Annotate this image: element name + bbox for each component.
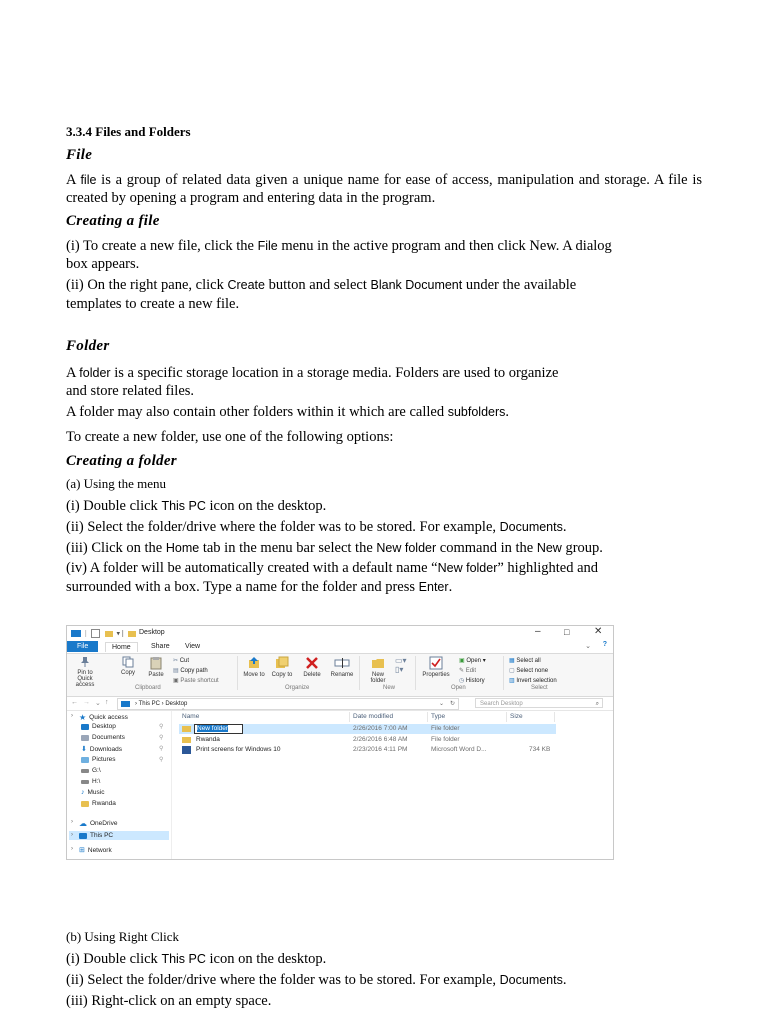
- scissors-icon: ✂: [173, 658, 179, 664]
- properties-check-icon: [429, 656, 443, 670]
- folder-icon: [182, 737, 191, 743]
- copy-to-button[interactable]: Copy to: [271, 656, 293, 678]
- folder-definition: A folder is a specific storage location in a storage media. Folders are used to organize: [66, 365, 559, 381]
- menu-step-1: (i) Double click This PC icon on the desktop.: [66, 498, 327, 514]
- move-to-button[interactable]: Move to: [243, 656, 265, 678]
- monitor-icon: [71, 630, 81, 637]
- help-icon[interactable]: ?: [602, 641, 607, 648]
- menu-step-4-cont: surrounded with a box. Type a name for the folder and press Enter.: [66, 579, 453, 595]
- table-row[interactable]: [179, 745, 556, 755]
- folder-icon: [128, 631, 136, 637]
- up-arrow-icon[interactable]: ↑: [105, 699, 109, 706]
- pin-icon[interactable]: ⚲: [159, 724, 164, 730]
- download-arrow-icon: ⬇: [81, 746, 87, 753]
- select-none-icon: ▢: [509, 668, 515, 674]
- drive-icon: [81, 769, 89, 773]
- cut-button[interactable]: ✂ Cut: [173, 658, 190, 664]
- copy-to-icon: [275, 656, 289, 670]
- column-header-size[interactable]: Size: [510, 713, 523, 720]
- nav-item-network[interactable]: ⊞ Network: [79, 846, 112, 854]
- rename-button[interactable]: Rename: [329, 656, 355, 678]
- new-item-icon[interactable]: ▭▾ ▯▾: [395, 656, 407, 674]
- navigation-pane: [67, 711, 171, 860]
- menu-step-2: (ii) Select the folder/drive where the folder was to be stored. For example, Documents.: [66, 519, 567, 535]
- open-group-actions: [459, 656, 486, 686]
- column-divider: [554, 712, 555, 722]
- file-date: 2/26/2016 7:00 AM: [353, 725, 408, 732]
- search-icon: ⌕: [595, 701, 599, 707]
- group-label-organize: Organize: [285, 685, 310, 691]
- nav-item-quick-access[interactable]: ★ Quick access: [79, 713, 128, 722]
- nav-item-rwanda[interactable]: Rwanda: [81, 800, 116, 807]
- file-name: Rwanda: [196, 736, 220, 743]
- select-all-button[interactable]: ▦ Select all: [509, 658, 541, 664]
- create-file-step-1: (i) To create a new file, click the File menu in the active program and then click New. A dialog: [66, 238, 612, 254]
- group-label-new: New: [383, 685, 396, 691]
- expand-chevron-icon[interactable]: ›: [71, 819, 73, 825]
- address-dropdown-icon[interactable]: ⌄: [438, 701, 444, 707]
- music-note-icon: ♪: [81, 789, 85, 796]
- column-header-date-modified[interactable]: Date modified: [353, 713, 394, 720]
- section-title: 3.3.4 Files and Folders: [66, 124, 191, 139]
- right-click-step-1: (i) Double click This PC icon on the desktop.: [66, 951, 327, 967]
- pin-icon: [79, 656, 91, 668]
- chevron-down-icon[interactable]: ⌄: [585, 643, 591, 650]
- group-label-select: Select: [531, 685, 548, 691]
- copy-button[interactable]: Copy: [118, 656, 138, 676]
- open-button[interactable]: ▣ Open ▾: [459, 658, 486, 664]
- copy-path-button[interactable]: ▤ Copy path: [173, 668, 208, 674]
- pane-divider: [171, 711, 172, 860]
- nav-item-documents[interactable]: Documents: [81, 734, 125, 741]
- file-explorer-screenshot: [66, 625, 614, 860]
- create-file-step-2-cont: templates to create a new file.: [66, 296, 240, 312]
- folder-definition-cont: and store related files.: [66, 383, 195, 399]
- menu-step-4: (iv) A folder will be automatically created with a default name “New folder” highlighted and: [66, 560, 599, 576]
- expand-chevron-icon[interactable]: ›: [71, 846, 73, 852]
- forward-arrow-icon[interactable]: →: [83, 699, 90, 706]
- nav-item-downloads[interactable]: ⬇ Downloads: [81, 745, 123, 753]
- word-document-icon: [182, 746, 191, 754]
- expand-chevron-icon[interactable]: ›: [71, 832, 73, 838]
- cloud-icon: ☁: [79, 819, 87, 828]
- create-file-step-1-cont: box appears.: [66, 256, 140, 272]
- search-input[interactable]: Search Desktop ⌕: [475, 698, 603, 708]
- minimize-button[interactable]: –: [535, 626, 541, 637]
- address-bar[interactable]: › This PC › Desktop ⌄ ↻: [117, 698, 459, 710]
- heading-file: File: [66, 147, 93, 163]
- delete-button[interactable]: Delete: [301, 656, 323, 678]
- file-type: Microsoft Word D...: [431, 746, 487, 753]
- group-label-open: Open: [451, 685, 466, 691]
- column-header-type[interactable]: Type: [431, 713, 446, 720]
- group-label-clipboard: Clipboard: [135, 685, 161, 691]
- column-divider: [506, 712, 507, 722]
- window-title: Desktop: [139, 629, 165, 636]
- properties-icon[interactable]: [91, 629, 100, 638]
- file-name: Print screens for Windows 10: [196, 746, 281, 753]
- open-icon: ▣: [459, 658, 465, 664]
- paste-button[interactable]: Paste: [146, 656, 166, 678]
- refresh-icon[interactable]: ↻: [449, 701, 455, 707]
- documents-icon: [81, 735, 89, 741]
- select-group-actions: [509, 656, 557, 686]
- delete-x-icon: [305, 656, 319, 670]
- copy-icon: [122, 656, 134, 668]
- ribbon-separator: [237, 656, 238, 690]
- tab-file[interactable]: File: [67, 641, 98, 652]
- pin-button[interactable]: Pin to Quick access: [71, 656, 99, 688]
- table-row[interactable]: [179, 724, 556, 734]
- sort-caret-icon: ^: [182, 708, 185, 714]
- star-icon: ★: [79, 713, 87, 722]
- tab-view[interactable]: View: [185, 643, 201, 650]
- file-date: 2/23/2016 4:11 PM: [353, 746, 408, 753]
- ribbon-separator: [359, 656, 360, 690]
- invert-selection-icon: ▥: [509, 678, 515, 684]
- rename-icon: [334, 656, 350, 670]
- explorer-quick-toolbar: | ▾ |: [71, 629, 136, 638]
- create-file-step-2: (ii) On the right pane, click Create button and select Blank Document under the available: [66, 277, 577, 293]
- folder-icon: [81, 801, 89, 807]
- this-pc-icon: [79, 833, 87, 839]
- maximize-button[interactable]: □: [564, 627, 570, 637]
- edit-icon: ✎: [459, 668, 465, 674]
- nav-item-drive-g[interactable]: G:\: [81, 767, 101, 774]
- ribbon-tabs: [67, 641, 613, 654]
- history-icon: ◷: [459, 678, 465, 684]
- pin-icon[interactable]: ⚲: [159, 757, 164, 763]
- column-divider: [349, 712, 350, 722]
- heading-folder: Folder: [66, 338, 110, 354]
- close-button[interactable]: ✕: [594, 626, 603, 637]
- right-click-step-3: (iii) Right-click on an empty space.: [66, 993, 272, 1009]
- column-header-name[interactable]: Name: [182, 713, 200, 720]
- using-right-click-label: (b) Using Right Click: [66, 929, 180, 944]
- file-definition: A file is a group of related data given a unique name for ease of access, manipulation and storage. A file is created by opening a program and entering data in the program.: [66, 172, 703, 206]
- ribbon-separator: [503, 656, 504, 690]
- tab-home[interactable]: Home: [105, 642, 138, 652]
- pictures-icon: [81, 757, 89, 763]
- tab-share[interactable]: Share: [151, 643, 170, 650]
- select-all-icon: ▦: [509, 658, 515, 664]
- move-to-icon: [247, 656, 261, 670]
- using-menu-label: (a) Using the menu: [66, 476, 167, 491]
- file-type: File folder: [431, 736, 460, 743]
- nav-item-desktop[interactable]: Desktop: [81, 723, 116, 730]
- rename-field[interactable]: New folder: [194, 724, 243, 734]
- properties-button[interactable]: Properties: [419, 656, 453, 678]
- nav-item-this-pc[interactable]: This PC: [79, 832, 113, 839]
- pin-icon[interactable]: ⚲: [159, 746, 164, 752]
- folder-subfolders: A folder may also contain other folders within it which are called subfolders.: [66, 404, 510, 420]
- recent-chevron-icon[interactable]: ⌄: [95, 700, 101, 707]
- folder-options: To create a new folder, use one of the following options:: [66, 429, 394, 445]
- file-date: 2/26/2016 6:48 AM: [353, 736, 408, 743]
- ribbon-separator: [415, 656, 416, 690]
- address-row: [67, 697, 613, 711]
- file-size: 734 KB: [529, 746, 551, 753]
- new-folder-icon: [371, 656, 385, 670]
- network-icon: ⊞: [79, 847, 85, 854]
- new-folder-button[interactable]: New folder: [365, 656, 391, 684]
- column-divider: [427, 712, 428, 722]
- pin-icon[interactable]: ⚲: [159, 735, 164, 741]
- folder-icon: [182, 726, 191, 732]
- nav-item-drive-h[interactable]: H:\: [81, 778, 100, 785]
- select-none-button[interactable]: ▢ Select none: [509, 668, 549, 674]
- nav-item-onedrive[interactable]: ☁ OneDrive: [79, 819, 118, 828]
- copy-path-icon: ▤: [173, 668, 179, 674]
- file-type: File folder: [431, 725, 460, 732]
- clipboard-icon: [150, 656, 162, 670]
- nav-item-music[interactable]: ♪ Music: [81, 789, 105, 796]
- heading-creating-folder: Creating a folder: [66, 453, 177, 469]
- nav-item-pictures[interactable]: Pictures: [81, 756, 115, 763]
- clipboard-small-actions: [173, 656, 219, 686]
- history-button[interactable]: ◷ History: [459, 678, 485, 684]
- back-arrow-icon[interactable]: ←: [71, 699, 78, 706]
- table-row[interactable]: [179, 735, 556, 745]
- expand-chevron-icon[interactable]: ›: [71, 713, 73, 719]
- menu-step-3: (iii) Click on the Home tab in the menu bar select the New folder command in the New group.: [66, 540, 603, 556]
- desktop-icon: [81, 724, 89, 730]
- paste-shortcut-button[interactable]: ▣ Paste shortcut: [173, 678, 219, 684]
- this-pc-icon: [121, 701, 130, 707]
- edit-button[interactable]: ✎ Edit: [459, 668, 477, 674]
- heading-creating-file: Creating a file: [66, 213, 160, 229]
- paste-shortcut-icon: ▣: [173, 678, 179, 684]
- folder-icon[interactable]: [105, 631, 113, 637]
- right-click-step-2: (ii) Select the folder/drive where the folder was to be stored. For example, Documents.: [66, 972, 567, 988]
- invert-selection-button[interactable]: ▥ Invert selection: [509, 678, 557, 684]
- drive-icon: [81, 780, 89, 784]
